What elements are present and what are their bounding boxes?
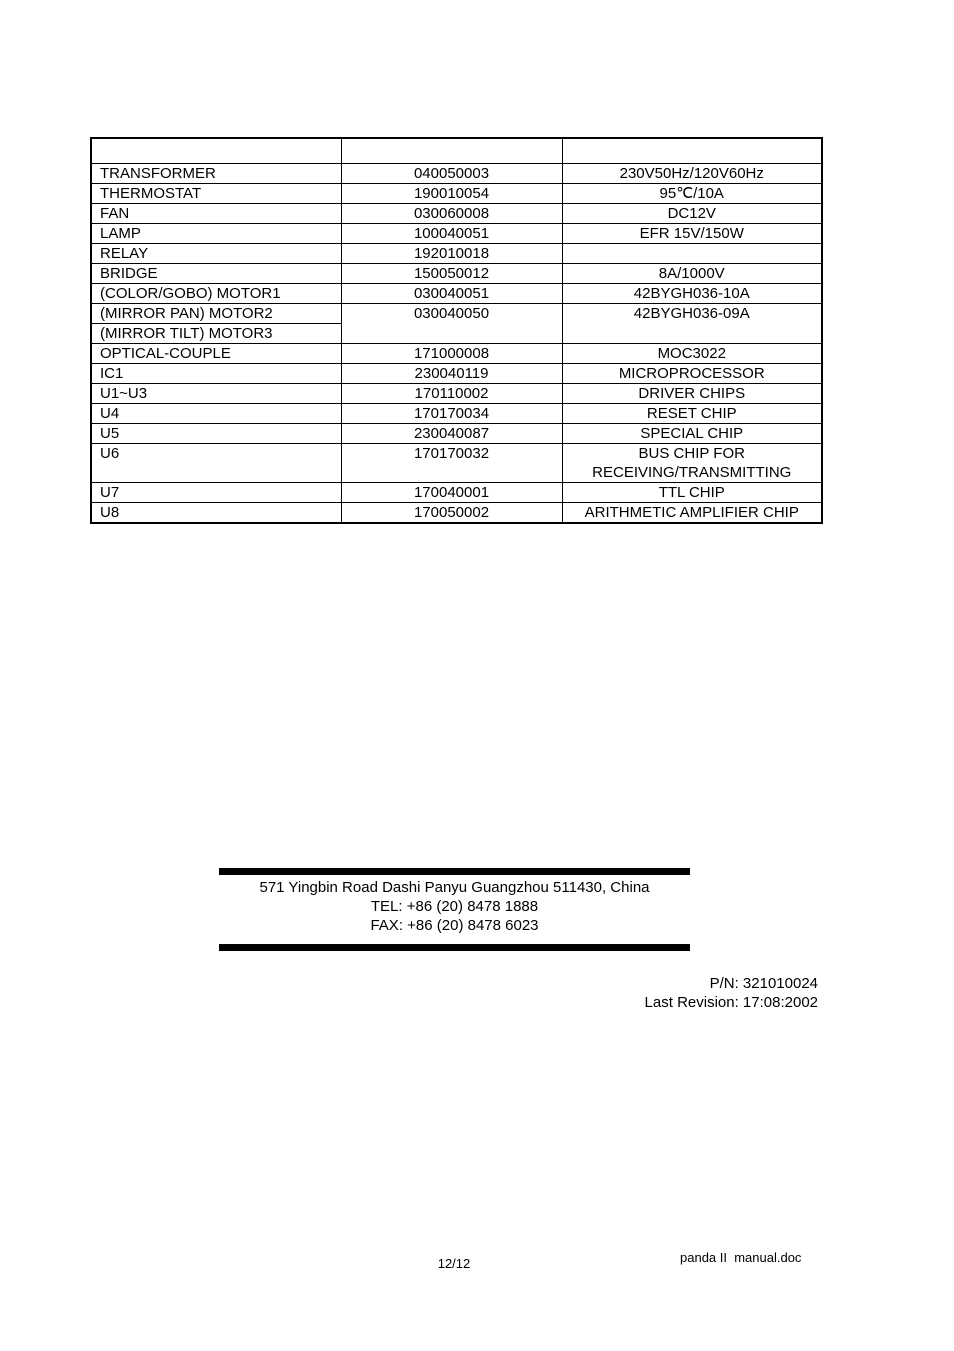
- part-name: OPTICAL-COUPLE: [91, 344, 341, 364]
- part-spec: 95℃/10A: [562, 184, 822, 204]
- part-name: THERMOSTAT: [91, 184, 341, 204]
- part-name: TRANSFORMER: [91, 164, 341, 184]
- part-name: (COLOR/GOBO) MOTOR1: [91, 284, 341, 304]
- part-name: (MIRROR PAN) MOTOR2: [91, 304, 341, 324]
- part-name: U6: [91, 444, 341, 483]
- table-row: [91, 164, 822, 184]
- table-row: [91, 384, 822, 404]
- table-row: [91, 444, 822, 483]
- page-number: 12/12: [437, 1256, 471, 1271]
- part-code: 170170032: [341, 444, 562, 483]
- part-number: P/N: 321010024: [709, 975, 818, 992]
- part-name: (MIRROR TILT) MOTOR3: [91, 324, 341, 344]
- revision-block: [645, 974, 818, 1012]
- table-row: [91, 184, 822, 204]
- table-row: [91, 264, 822, 284]
- part-code: 170110002: [341, 384, 562, 404]
- part-spec: DRIVER CHIPS: [562, 384, 822, 404]
- part-code: 030040051: [341, 284, 562, 304]
- table-row: [91, 224, 822, 244]
- part-code: 030060008: [341, 204, 562, 224]
- fax-line: FAX: +86 (20) 8478 6023: [370, 917, 539, 934]
- table-row: [91, 503, 822, 524]
- part-spec: 42BYGH036-09A: [562, 304, 822, 344]
- header-cell: [562, 138, 822, 164]
- last-revision: Last Revision: 17:08:2002: [644, 994, 818, 1011]
- table-row: [91, 364, 822, 384]
- part-code: 190010054: [341, 184, 562, 204]
- table-row: [91, 304, 822, 324]
- table-row: [91, 204, 822, 224]
- part-name: IC1: [91, 364, 341, 384]
- header-cell: [91, 138, 341, 164]
- part-code: 170050002: [341, 503, 562, 524]
- part-code: 100040051: [341, 224, 562, 244]
- address-block: [219, 878, 690, 935]
- part-code: 192010018: [341, 244, 562, 264]
- part-code: 170040001: [341, 483, 562, 503]
- part-spec: 230V50Hz/120V60Hz: [562, 164, 822, 184]
- part-name: LAMP: [91, 224, 341, 244]
- table-row: [91, 244, 822, 264]
- part-code: 030040050: [341, 304, 562, 344]
- table-row: [91, 284, 822, 304]
- divider-bottom: [219, 944, 690, 951]
- header-cell: [341, 138, 562, 164]
- table-row: [91, 404, 822, 424]
- part-name: U5: [91, 424, 341, 444]
- part-code: 230040087: [341, 424, 562, 444]
- part-spec: RESET CHIP: [562, 404, 822, 424]
- part-code: 170170034: [341, 404, 562, 424]
- divider-top: [219, 868, 690, 875]
- part-name: FAN: [91, 204, 341, 224]
- part-name: U1~U3: [91, 384, 341, 404]
- address-line: 571 Yingbin Road Dashi Panyu Guangzhou 511430, China: [259, 879, 650, 896]
- part-name: U7: [91, 483, 341, 503]
- part-code: 230040119: [341, 364, 562, 384]
- part-spec: TTL CHIP: [562, 483, 822, 503]
- part-spec: [562, 244, 822, 264]
- part-spec: 8A/1000V: [562, 264, 822, 284]
- table-header-row: [91, 138, 822, 164]
- part-name: U8: [91, 503, 341, 524]
- part-code: 040050003: [341, 164, 562, 184]
- telephone-line: TEL: +86 (20) 8478 1888: [370, 898, 539, 915]
- part-spec: SPECIAL CHIP: [562, 424, 822, 444]
- table-row: [91, 483, 822, 503]
- part-spec: ARITHMETIC AMPLIFIER CHIP: [562, 503, 822, 524]
- part-name: U4: [91, 404, 341, 424]
- part-spec: MICROPROCESSOR: [562, 364, 822, 384]
- part-code: 171000008: [341, 344, 562, 364]
- part-code: 150050012: [341, 264, 562, 284]
- part-spec: 42BYGH036-10A: [562, 284, 822, 304]
- part-name: BRIDGE: [91, 264, 341, 284]
- part-name: RELAY: [91, 244, 341, 264]
- table-row: [91, 344, 822, 364]
- part-spec: EFR 15V/150W: [562, 224, 822, 244]
- file-name: panda II manual.doc: [680, 1250, 802, 1265]
- parts-table: [90, 137, 823, 524]
- part-spec: DC12V: [562, 204, 822, 224]
- part-spec: MOC3022: [562, 344, 822, 364]
- part-spec: BUS CHIP FOR RECEIVING/TRANSMITTING: [562, 444, 822, 483]
- table-row: [91, 424, 822, 444]
